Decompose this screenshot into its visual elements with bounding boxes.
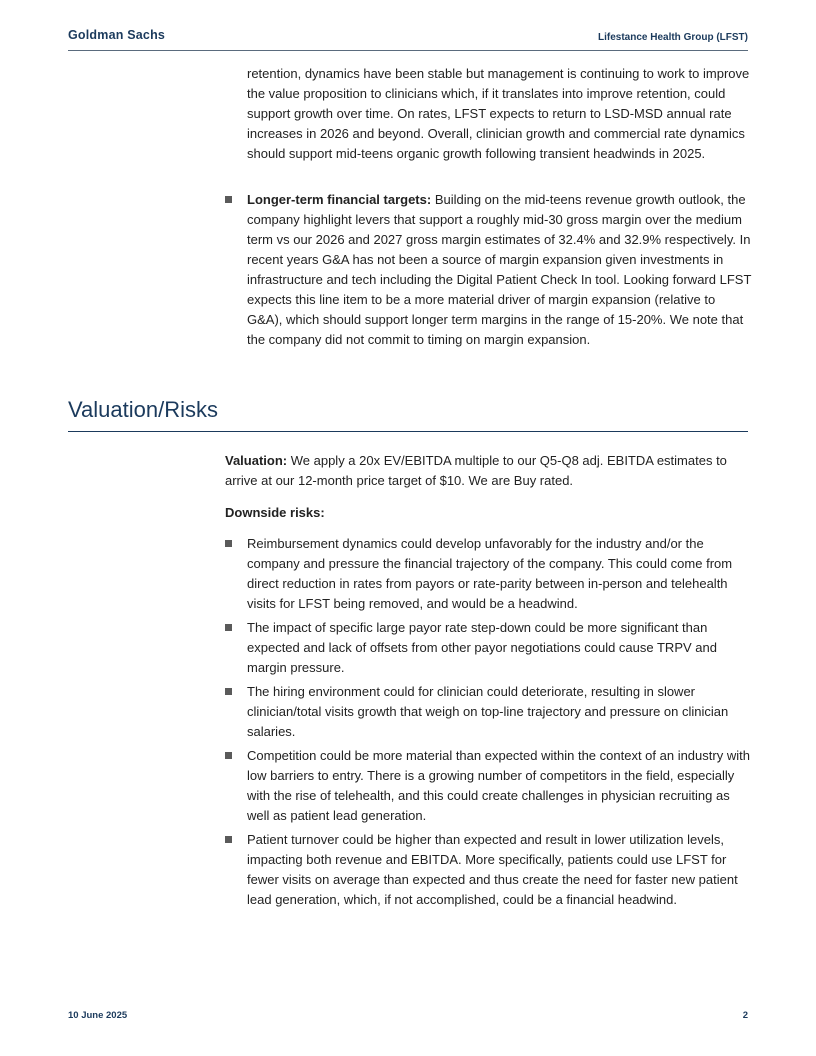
header-divider <box>68 50 748 51</box>
square-bullet-icon <box>225 624 232 631</box>
brand-name: Goldman Sachs <box>68 28 166 42</box>
bullet-text: Building on the mid-teens revenue growth outlook, the company highlight levers that support a roughly mid-30 gross margin over the medium term vs our 2026 and 2027 gross margin estimates of 32.4% and 32.9% respectively. In recent years G&A has not been a source of margin expansion given investments in infrastructure and tech including the Digital Patient Check In tool. Looking forward LFST expects this line item to be a more material driver of margin expansion (relative to G&A), which should support longer term margins in the range of 15-20%. We note that the company did not commit to timing on margin expansion. <box>247 192 752 347</box>
risk-text: The hiring environment could for clinician could deteriorate, resulting in slower clinician/total visits growth that weigh on top-line trajectory and pressure on clinician salaries. <box>247 684 729 739</box>
continuation-paragraph: retention, dynamics have been stable but management is continuing to work to improve the value proposition to clinicians which, if it translates into improve retention, could support growth over time. On rates, LFST expects to return to LSD-MSD annual rate increases in 2026 and beyond. Overall, clinician growth and commercial rate dynamics should support mid-teens organic growth following transient headwinds in 2025. <box>247 66 750 161</box>
risk-item-patient-turnover <box>225 830 752 910</box>
bullet-lead: Longer-term financial targets: <box>247 192 432 207</box>
square-bullet-icon <box>225 836 232 843</box>
page-number: 2 <box>742 1010 748 1021</box>
section-divider <box>68 431 748 432</box>
top-bullet-list <box>225 190 752 356</box>
valuation-label: Valuation: <box>225 453 288 468</box>
risk-text: Patient turnover could be higher than expected and result in lower utilization levels, impacting both revenue and EBITDA. More specifically, patients could use LFST for fewer visits on average than expected and thus create the need for faster new patient lead generation, which, if not accomplished, could be a financial headwind. <box>247 832 738 907</box>
section-title: Valuation/Risks <box>68 397 218 422</box>
risk-text: The impact of specific large payor rate step-down could be more significant than expected and lack of offsets from other payor negotiations could cause TRPV and margin pressure. <box>247 620 717 675</box>
bullet-item-financial-targets <box>225 190 752 350</box>
footer-date: 10 June 2025 <box>68 1010 128 1021</box>
risk-item-payor-rate <box>225 618 752 678</box>
downside-risks-heading: Downside risks: <box>225 505 325 520</box>
risk-item-reimbursement <box>225 534 752 614</box>
risk-item-hiring <box>225 682 752 742</box>
valuation-paragraph <box>225 451 750 491</box>
risk-text: Competition could be more material than expected within the context of an industry with low barriers to entry. There is a growing number of competitors in the field, especially with the rise of telehealth, and this could create challenges in physician recruiting as well as patient lead generation. <box>247 748 750 823</box>
square-bullet-icon <box>225 196 232 203</box>
risk-item-competition <box>225 746 752 826</box>
square-bullet-icon <box>225 752 232 759</box>
risk-bullet-list <box>225 534 752 914</box>
report-title: Lifestance Health Group (LFST) <box>597 32 748 43</box>
square-bullet-icon <box>225 688 232 695</box>
risk-text: Reimbursement dynamics could develop unfavorably for the industry and/or the company and pressure the financial trajectory of the company. This could come from direct reduction in rates from payors or rate-parity between in-person and telehealth visits for LFST being removed, and would be a headwind. <box>247 536 733 611</box>
valuation-text: We apply a 20x EV/EBITDA multiple to our Q5-Q8 adj. EBITDA estimates to arrive at our 12-month price target of $10. We are Buy rated. <box>225 453 727 488</box>
square-bullet-icon <box>225 540 232 547</box>
